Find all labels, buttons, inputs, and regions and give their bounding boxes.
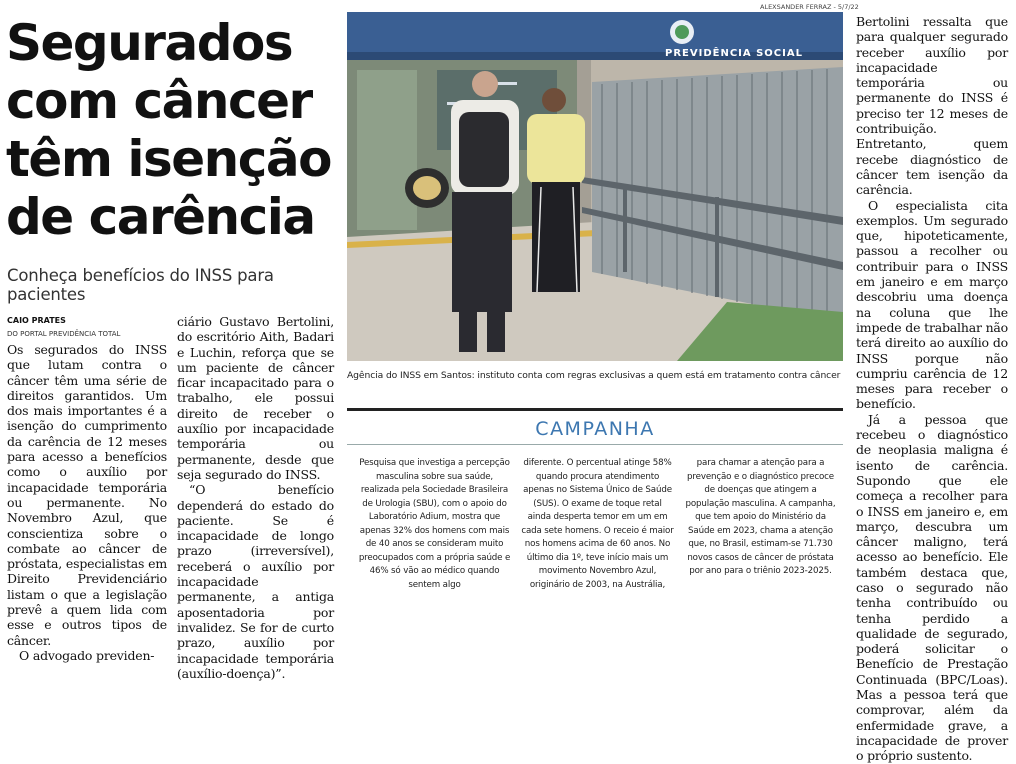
paragraph: O especialista cita exemplos. Um segurado que, hipoteticamente, passou a recolher ou contribuir para o INSS em janeiro e em março descobriu uma doença na coluna que lhe impede de trabalhar não terá direito ao auxílio do INSS porque não cumpriu carência de 12 meses para receber o benefício. [856, 197, 1008, 412]
paragraph: Os segurados do INSS que lutam contra o câncer têm uma série de direitos garantidos. Um dos mais importantes é a isenção do cumprimento da carência de 12 meses para acesso a benefícios como o auxílio por incapacidade temporária ou permanente. No Novembro Azul, que conscientiza sobre o combate ao câncer de próstata, especialistas em Direito Previdenciário listam o que a legislação prevê a quem lida com esse e outros tipos de câncer. [7, 342, 167, 648]
body-column-3 [856, 14, 1008, 764]
paragraph: “O benefício dependerá do estado do paciente. Se é incapacidade de longo prazo (irreversível), receberá o auxílio por incapacidade permanente, a antiga aposentadoria por invalidez. Se for de curto prazo, auxílio por incapacidade temporária (auxílio-doença)”. [177, 482, 334, 681]
paragraph: ciário Gustavo Bertolini, do escritório Aith, Badari e Luchin, reforça que se um paciente de câncer ficar incapacitado para o trabalho, ele possui direito de receber o auxílio por incapacidade temporária ou permanente, desde que seja segurado do INSS. [177, 314, 334, 482]
sidebar-top-rule [347, 408, 843, 411]
byline: CAIO PRATES [7, 316, 66, 325]
paragraph: Bertolini ressalta que para qualquer segurado receber auxílio por incapacidade temporária ou permanente do INSS é preciso ter 12 meses de contribuição. Entretanto, quem recebe diagnóstico de câncer tem isenção da carência. [856, 14, 1008, 198]
sign-text: PREVIDÊNCIA SOCIAL [665, 48, 803, 59]
photo-illustration [347, 12, 843, 361]
news-photo [347, 12, 843, 361]
paragraph: Já a pessoa que recebeu o diagnóstico de neoplasia maligna é isento de carência. Supondo que ele começa a recolher para o INSS em janeiro e, em março, descubra um câncer maligno, terá acesso ao benefício. Ele também destaca que, caso o segurado não tenha contribuído ou tenha perdido a qualidade de segurado, poderá solicitar o Benefício de Prestação Continuada (BPC/Loas). Mas a pessoa terá que comprovar, além da enfermidade grave, a incapacidade de prover o próprio sustento. [856, 411, 1008, 764]
sidebar-divider [347, 444, 843, 445]
photo-credit: ALEXSANDER FERRAZ - 5/7/22 [760, 3, 859, 11]
sidebar-column-1: Pesquisa que investiga a percepção masculina sobre sua saúde, realizada pela Sociedade Brasileira de Urologia (SBU), com o apoio do Laboratório Adium, mostra que apenas 32% dos homens com mais de 40 anos se consideram muito preocupados com a própria saúde e 46% só vão ao médico quando sentem algo [358, 458, 511, 590]
sidebar-column-3: para chamar a atenção para a prevenção e o diagnóstico precoce de doenças que atingem a população masculina. A campanha, que tem apoio do Ministério da Saúde em 2023, chama a atenção que, no Brasil, estimam-se 71.730 novos casos de câncer de próstata por ano para o triênio 2023-2025. [685, 458, 836, 576]
body-column-2 [177, 314, 334, 681]
headline: Segurados com câncer têm isenção de carência [6, 14, 331, 246]
paragraph: O advogado previden- [19, 647, 155, 663]
subheadline: Conheça benefícios do INSS para pacientes [7, 266, 274, 304]
sidebar-column-2: diferente. O percentual atinge 58% quando procura atendimento apenas no Sistema Único de Saúde (SUS). O exame de toque retal ainda desperta temor em um em cada sete homens. O receio é maior nos homens acima de 60 anos. No último dia 1º, teve início mais um movimento Novembro Azul, originário de 2003, na Austrália, [521, 458, 674, 590]
source-line: DO PORTAL PREVIDÊNCIA TOTAL [7, 330, 121, 338]
photo-caption: Agência do INSS em Santos: instituto conta com regras exclusivas a quem está em tratamento contra câncer [347, 370, 841, 381]
body-column-1 [7, 342, 167, 663]
sidebar-title: CAMPANHA [535, 418, 655, 440]
